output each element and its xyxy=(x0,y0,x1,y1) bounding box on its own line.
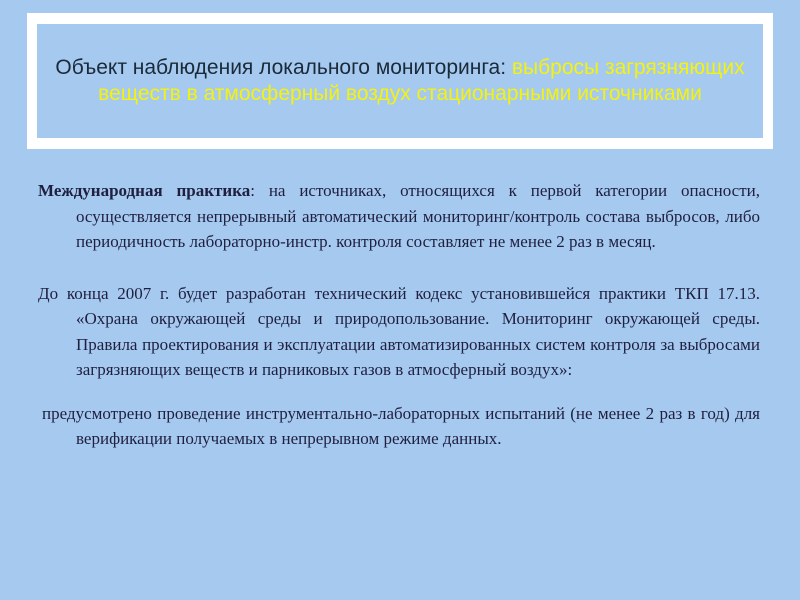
title-dark-part: Объект наблюдения локального мониторинга: xyxy=(55,56,512,80)
paragraph-verification: предусмотрено проведение инструментально-лабораторных испытаний (не менее 2 раз в год) для верификации получаемых в непрерывном режиме данных. xyxy=(42,403,760,448)
title-highlight-part: выбросы загрязняющих веществ в атмосферный воздух стационарными источниками xyxy=(98,56,745,105)
slide-title xyxy=(37,24,763,138)
paragraph-international-practice xyxy=(38,178,760,255)
title-frame xyxy=(27,13,773,149)
international-practice-text: : на источниках, относящихся к первой категории опасности, осуществляется непрерывный автоматический мониторинг/контроль состава выбросов, либо периодичность лабораторно-инстр. контроля составляет не менее 2 раз в месяц. xyxy=(76,181,760,251)
international-practice-label: Международная практика xyxy=(38,181,251,200)
slide-body xyxy=(38,178,760,452)
title-text xyxy=(51,55,749,107)
paragraph-technical-code: До конца 2007 г. будет разработан технический кодекс установившейся практики ТКП 17.13. «Охрана окружающей среды и природопользование. Мониторинг окружающей среды. Правила проектирования и эксплуатации автоматизированных систем контроля за выбросами загрязняющих веществ и парниковых газов в атмосферный воздух»: xyxy=(38,283,760,379)
